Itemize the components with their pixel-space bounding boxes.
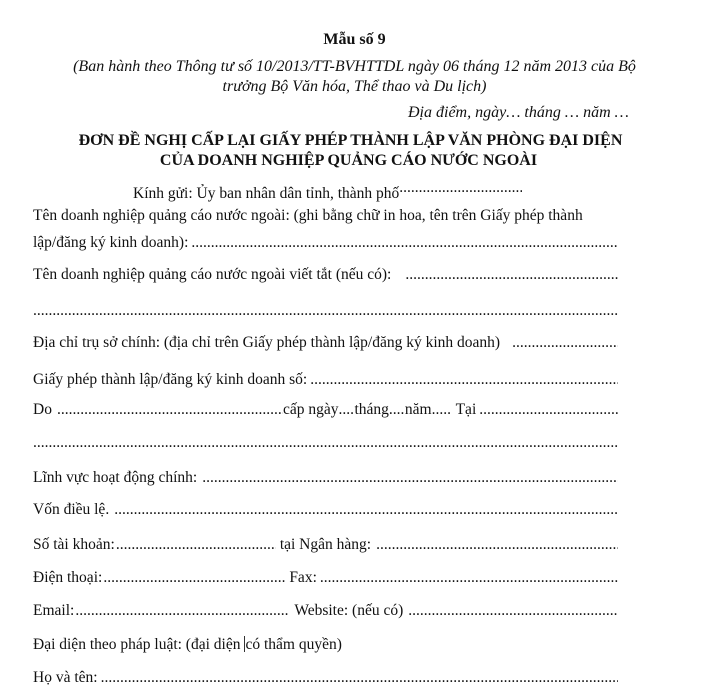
issued-by-continuation[interactable] [33,433,618,453]
license-no-line [33,370,618,390]
company-name-line2 [33,233,618,253]
company-name-label: lập/đăng ký kinh doanh): [33,234,189,251]
issue-place-label: Tại [455,401,477,418]
issued-by-label: Do [33,401,52,418]
head-office-label: Địa chỉ trụ sở chính: (địa chỉ trên Giấy phép thành lập/đăng ký kinh doanh) [33,334,501,351]
short-name-blank[interactable] [405,265,618,285]
issue-date-label: cấp ngày [282,401,339,418]
charter-capital-label: Vốn điều lệ. [33,501,110,518]
company-name-line1: Tên doanh nghiệp quảng cáo nước ngoài: (ghi bằng chữ in hoa, tên trên Giấy phép thành [33,207,583,224]
phone-fax-line [33,568,618,588]
account-no-blank[interactable] [116,535,276,555]
account-line [33,535,618,555]
business-field-blank[interactable] [202,468,618,488]
full-name-label: Họ và tên: [33,669,98,686]
full-name-blank[interactable] [101,668,618,688]
addressee-label: Kính gửi: Ủy ban nhân dân tỉnh, thành phố [133,185,400,202]
issue-year-label: năm [404,401,432,418]
form-title-line1: ĐƠN ĐỀ NGHỊ CẤP LẠI GIẤY PHÉP THÀNH LẬP VĂN PHÒNG ĐẠI DIỆN [78,132,623,149]
license-no-blank[interactable] [310,370,618,390]
charter-capital-line [33,500,618,520]
phone-blank[interactable] [103,568,286,588]
place-date: Địa điểm, ngày… tháng … năm … [408,104,629,121]
fax-label: Fax: [289,569,317,586]
business-field-line [33,468,618,488]
issue-month-blank[interactable] [389,400,405,420]
form-number: Mẫu số 9 [323,31,386,48]
form-title-line2: CỦA DOANH NGHIỆP QUẢNG CÁO NƯỚC NGOÀI [159,152,538,169]
email-blank[interactable] [75,601,289,621]
short-name-label: Tên doanh nghiệp quảng cáo nước ngoài viết tắt (nếu có): [33,266,392,283]
legal-rep-line [33,635,342,655]
issue-month-label: tháng [354,401,389,418]
license-no-label: Giấy phép thành lập/đăng ký kinh doanh số: [33,371,308,388]
email-label: Email: [33,602,75,619]
charter-capital-blank[interactable] [114,500,618,520]
website-label: Website: (nếu có) [294,602,404,619]
addressee-line [133,178,522,204]
issuance-note-line2: trưởng Bộ Văn hóa, Thể thao và Du lịch) [222,78,487,95]
issue-year-blank[interactable] [432,400,452,420]
addressee-blank[interactable] [399,178,522,198]
legal-rep-label: Đại diện theo pháp luật: (đại diện [33,636,241,653]
short-name-line [33,265,618,285]
legal-rep-label-tail: có thẩm quyền) [245,636,342,653]
bank-blank[interactable] [376,535,618,555]
head-office-line [33,333,618,353]
issue-day-blank[interactable] [338,400,354,420]
email-website-line [33,601,618,621]
fax-blank[interactable] [320,568,618,588]
account-no-label: Số tài khoản: [33,536,115,553]
company-name-blank[interactable] [191,233,618,253]
issue-place-blank[interactable] [479,400,618,420]
website-blank[interactable] [408,601,618,621]
full-name-line [33,668,618,688]
phone-label: Điện thoại: [33,569,103,586]
issued-by-blank[interactable] [57,400,283,420]
issued-by-line [33,400,618,420]
short-name-continuation[interactable] [33,301,618,321]
bank-label: tại Ngân hàng: [279,536,372,553]
issuance-note-line1: (Ban hành theo Thông tư số 10/2013/TT-BVHTTDL ngày 06 tháng 12 năm 2013 của Bộ [73,58,636,75]
head-office-blank[interactable] [512,333,618,353]
business-field-label: Lĩnh vực hoạt động chính: [33,469,198,486]
